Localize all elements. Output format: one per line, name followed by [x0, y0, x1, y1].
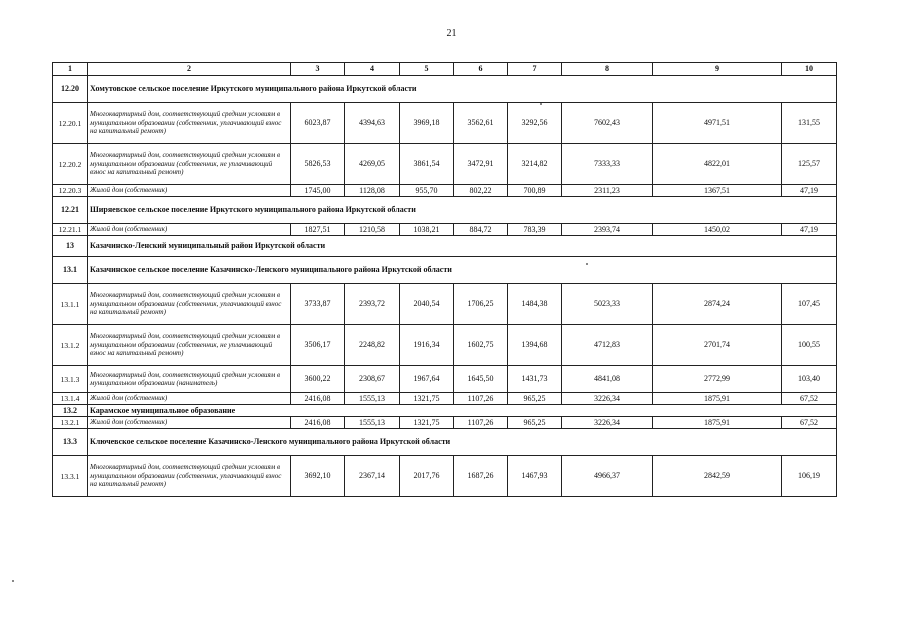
- value-cell: 3692,10: [291, 456, 345, 497]
- value-cell: 783,39: [508, 224, 562, 236]
- value-cell: 1431,73: [508, 366, 562, 393]
- value-cell: 2367,14: [345, 456, 400, 497]
- value-cell: 1645,50: [454, 366, 508, 393]
- value-cell: 1827,51: [291, 224, 345, 236]
- row-number: 12.20.2: [53, 144, 88, 185]
- value-cell: 3214,82: [508, 144, 562, 185]
- value-cell: 1916,34: [400, 325, 454, 366]
- header-cell: 10: [782, 63, 837, 76]
- section-title: Казачинское сельское поселение Казачинско-Ленского муниципального района Иркутской области: [88, 257, 837, 284]
- value-cell: 2842,59: [653, 456, 782, 497]
- header-cell: 7: [508, 63, 562, 76]
- section-row: [53, 197, 837, 224]
- table-row: [53, 284, 837, 325]
- value-cell: 955,70: [400, 185, 454, 197]
- row-description: Многоквартирный дом, соответствующий средним условиям в муниципальном образовании (собственник, уплачивающий взнос на капитальный ремонт): [88, 284, 291, 325]
- value-cell: 1107,26: [454, 393, 508, 405]
- header-cell: 5: [400, 63, 454, 76]
- value-cell: 1875,91: [653, 393, 782, 405]
- header-cell: 9: [653, 63, 782, 76]
- header-cell: 1: [53, 63, 88, 76]
- value-cell: 47,19: [782, 224, 837, 236]
- value-cell: 125,57: [782, 144, 837, 185]
- row-number: 13.1.1: [53, 284, 88, 325]
- row-number: 12.20.1: [53, 103, 88, 144]
- section-title: Ключевское сельское поселение Казачинско-Ленского муниципального района Иркутской области: [88, 429, 837, 456]
- value-cell: 107,45: [782, 284, 837, 325]
- value-cell: 1321,75: [400, 417, 454, 429]
- value-cell: 3226,34: [562, 417, 653, 429]
- value-cell: 2701,74: [653, 325, 782, 366]
- section-title: Казачинско-Ленский муниципальный район Иркутской области: [88, 236, 837, 257]
- value-cell: 4822,01: [653, 144, 782, 185]
- value-cell: 4394,63: [345, 103, 400, 144]
- row-number: 12.21.1: [53, 224, 88, 236]
- section-row: [53, 429, 837, 456]
- row-number: 13.1.2: [53, 325, 88, 366]
- section-number: 13.3: [53, 429, 88, 456]
- row-description: Многоквартирный дом, соответствующий средним условиям в муниципальном образовании (собственник, не уплачивающий взнос на капитальный ремонт): [88, 325, 291, 366]
- value-cell: 965,25: [508, 417, 562, 429]
- value-cell: 47,19: [782, 185, 837, 197]
- value-cell: 1745,00: [291, 185, 345, 197]
- value-cell: 5023,33: [562, 284, 653, 325]
- value-cell: 1128,08: [345, 185, 400, 197]
- value-cell: 7333,33: [562, 144, 653, 185]
- scan-speck: [12, 580, 14, 582]
- table-row: [53, 456, 837, 497]
- value-cell: 1107,26: [454, 417, 508, 429]
- value-cell: 1706,25: [454, 284, 508, 325]
- value-cell: 2311,23: [562, 185, 653, 197]
- value-cell: 4712,83: [562, 325, 653, 366]
- header-cell: 3: [291, 63, 345, 76]
- row-number: 13.1.3: [53, 366, 88, 393]
- header-cell: 6: [454, 63, 508, 76]
- value-cell: 1450,02: [653, 224, 782, 236]
- value-cell: 3226,34: [562, 393, 653, 405]
- header-cell: 2: [88, 63, 291, 76]
- value-cell: 884,72: [454, 224, 508, 236]
- section-title: Ширяевское сельское поселение Иркутского муниципального района Иркутской области: [88, 197, 837, 224]
- row-number: 12.20.3: [53, 185, 88, 197]
- section-number: 13: [53, 236, 88, 257]
- section-number: 13.1: [53, 257, 88, 284]
- value-cell: 2393,74: [562, 224, 653, 236]
- value-cell: 7602,43: [562, 103, 653, 144]
- table-row: [53, 325, 837, 366]
- value-cell: 4841,08: [562, 366, 653, 393]
- section-row: [53, 257, 837, 284]
- value-cell: 1687,26: [454, 456, 508, 497]
- value-cell: 3600,22: [291, 366, 345, 393]
- section-number: 12.21: [53, 197, 88, 224]
- section-number: 12.20: [53, 76, 88, 103]
- value-cell: 103,40: [782, 366, 837, 393]
- value-cell: 1467,93: [508, 456, 562, 497]
- value-cell: 1875,91: [653, 417, 782, 429]
- value-cell: 965,25: [508, 393, 562, 405]
- table-row: [53, 417, 837, 429]
- table-row: [53, 185, 837, 197]
- value-cell: 67,52: [782, 417, 837, 429]
- section-title: Карамское муниципальное образование: [88, 405, 837, 417]
- value-cell: 3861,54: [400, 144, 454, 185]
- row-description: Жилой дом (собственник): [88, 417, 291, 429]
- value-cell: 1210,58: [345, 224, 400, 236]
- row-description: Жилой дом (собственник): [88, 393, 291, 405]
- row-description: Многоквартирный дом, соответствующий средним условиям в муниципальном образовании (собственник, не уплачивающий взнос на капитальный ремонт): [88, 144, 291, 185]
- value-cell: 2040,54: [400, 284, 454, 325]
- value-cell: 3472,91: [454, 144, 508, 185]
- value-cell: 3562,61: [454, 103, 508, 144]
- value-cell: 5826,53: [291, 144, 345, 185]
- page-number: 21: [446, 28, 457, 39]
- value-cell: 2308,67: [345, 366, 400, 393]
- value-cell: 100,55: [782, 325, 837, 366]
- value-cell: 2393,72: [345, 284, 400, 325]
- value-cell: 4971,51: [653, 103, 782, 144]
- value-cell: 4269,05: [345, 144, 400, 185]
- table-row: [53, 393, 837, 405]
- value-cell: 2416,08: [291, 393, 345, 405]
- header-cell: 8: [562, 63, 653, 76]
- value-cell: 1394,68: [508, 325, 562, 366]
- value-cell: 2874,24: [653, 284, 782, 325]
- value-cell: 131,55: [782, 103, 837, 144]
- table-row: [53, 144, 837, 185]
- table-row: [53, 103, 837, 144]
- header-cell: 4: [345, 63, 400, 76]
- value-cell: 3969,18: [400, 103, 454, 144]
- value-cell: 106,19: [782, 456, 837, 497]
- scan-speck: [540, 103, 542, 105]
- value-cell: 1555,13: [345, 417, 400, 429]
- row-description: Жилой дом (собственник): [88, 224, 291, 236]
- scan-speck: [586, 263, 588, 265]
- value-cell: 802,22: [454, 185, 508, 197]
- section-number: 13.2: [53, 405, 88, 417]
- value-cell: 1321,75: [400, 393, 454, 405]
- value-cell: 2416,08: [291, 417, 345, 429]
- value-cell: 4966,37: [562, 456, 653, 497]
- section-row: [53, 76, 837, 103]
- value-cell: 1367,51: [653, 185, 782, 197]
- value-cell: 3292,56: [508, 103, 562, 144]
- table-body: [53, 76, 837, 497]
- table-row: [53, 366, 837, 393]
- row-number: 13.3.1: [53, 456, 88, 497]
- value-cell: 1555,13: [345, 393, 400, 405]
- section-title: Хомутовское сельское поселение Иркутского муниципального района Иркутской области: [88, 76, 837, 103]
- value-cell: 1602,75: [454, 325, 508, 366]
- row-description: Жилой дом (собственник): [88, 185, 291, 197]
- section-row: [53, 405, 837, 417]
- value-cell: 67,52: [782, 393, 837, 405]
- value-cell: 3506,17: [291, 325, 345, 366]
- value-cell: 2017,76: [400, 456, 454, 497]
- row-number: 13.1.4: [53, 393, 88, 405]
- table-header-row: [53, 63, 837, 76]
- value-cell: 1967,64: [400, 366, 454, 393]
- value-cell: 1038,21: [400, 224, 454, 236]
- value-cell: 2248,82: [345, 325, 400, 366]
- value-cell: 700,89: [508, 185, 562, 197]
- table-row: [53, 224, 837, 236]
- row-description: Многоквартирный дом, соответствующий средним условиям в муниципальном образовании (собственник, уплачивающий взнос на капитальный ремонт): [88, 456, 291, 497]
- value-cell: 1484,38: [508, 284, 562, 325]
- row-description: Многоквартирный дом, соответствующий средним условиям в муниципальном образовании (собственник, уплачивающий взнос на капитальный ремонт): [88, 103, 291, 144]
- section-row: [53, 236, 837, 257]
- tariff-table: [52, 62, 837, 497]
- value-cell: 3733,87: [291, 284, 345, 325]
- row-number: 13.2.1: [53, 417, 88, 429]
- value-cell: 2772,99: [653, 366, 782, 393]
- value-cell: 6023,87: [291, 103, 345, 144]
- row-description: Многоквартирный дом, соответствующий средним условиям в муниципальном образовании (наниматель): [88, 366, 291, 393]
